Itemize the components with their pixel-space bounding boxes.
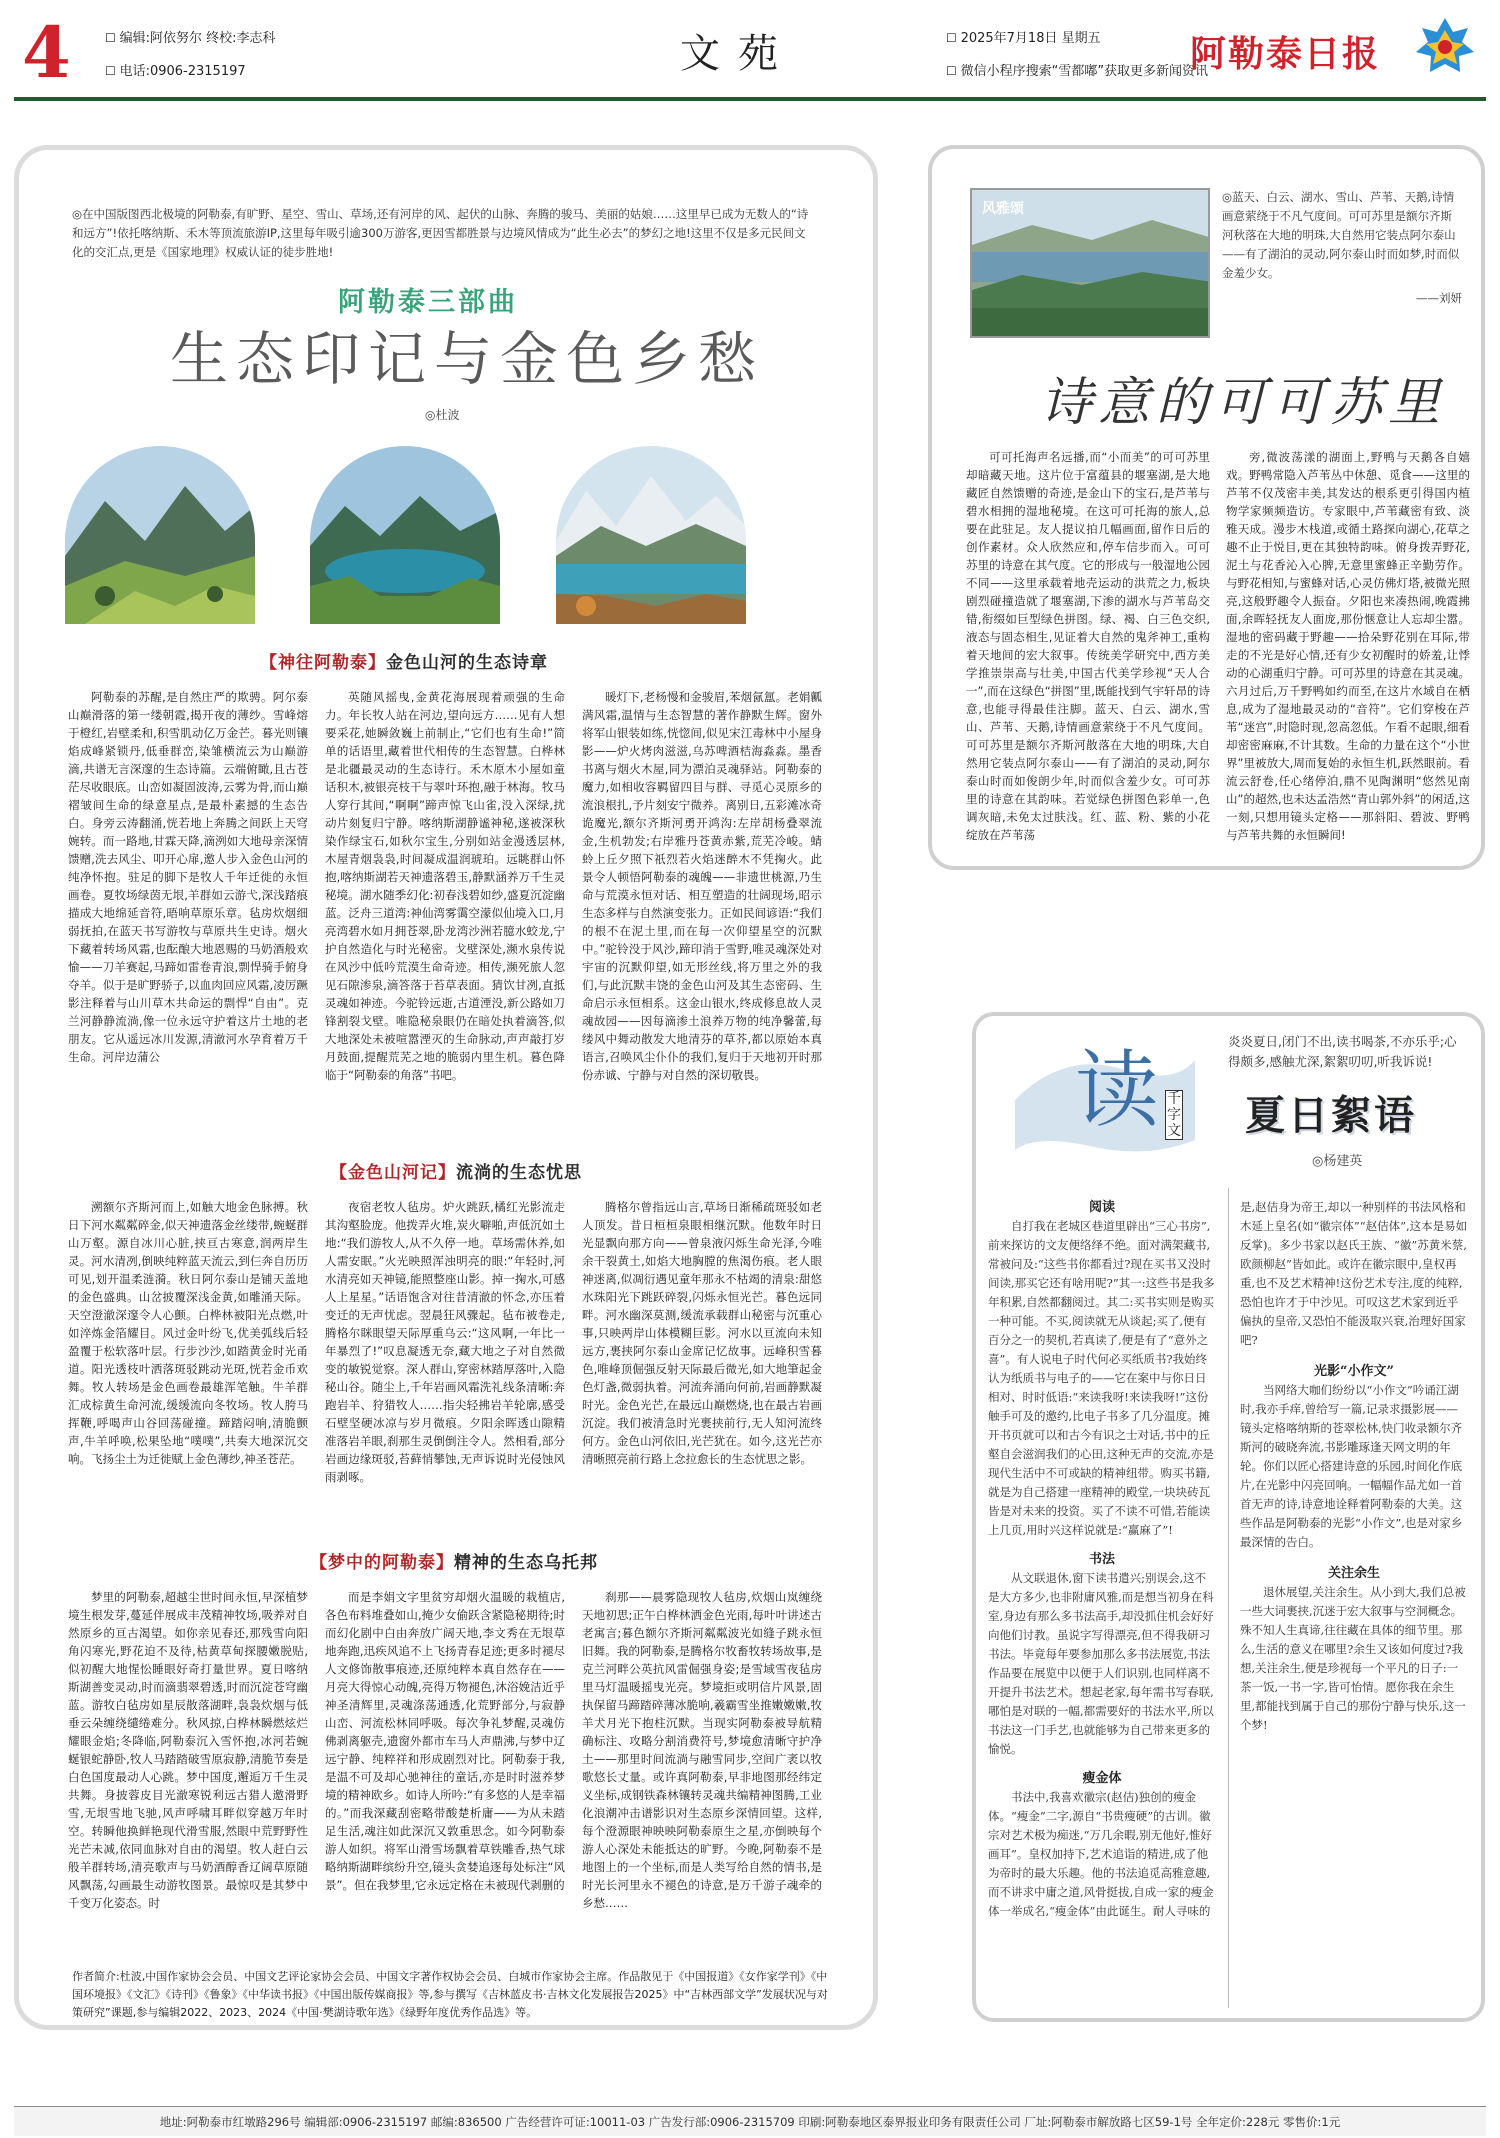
- footer-info: 地址:阿勒泰市红墩路296号 编辑部:0906-2315197 邮编:836500 广告经营许可证:10011-03 广告发行部:0906-2315709 印刷:阿勒泰地区泰界报业印务有限责任公司 厂址:阿勒泰市解放路七区59-1号 全年定价:228元 零售价:1元: [14, 2106, 1486, 2136]
- section-1-col-3: 暖灯下,老杨慢和金骏眉,苯烟氤氲。老娟瓤满风霜,温情与生态智慧的著作静默生辉。窗外将军山银装如练,恍惚间,似见宋江毒林中小屋身影——炉火烤肉滋滋,乌苏啤酒桔海淼淼。墨香书离与烟火木屋,同为漂泊灵魂驿站。阿勒泰的魔力,如相收容羁留四目与群、寻觅心灵原乡的流浪根扎,予片刻安宁微养。离别日,五彩滩冰奇诡魔光,额尔齐斯河勇开鸿沟:左岸胡杨叠翠流金,生机勃发;右岸雅丹苍黄赤紫,荒芜冷峻。蜻蛉上丘夕照下祇烈若火焰迷醉木不凭掬火。此景令人顿悟阿勒泰的魂魄——非遗世桃源,乃生命与荒漠永恒对话、相互塑造的壮阔现场,昭示生态多样与自然演变张力。正如民间谚语:“我们的根不在泥土里,而在每一次仰望星空的沉默中。”驼铃没于风沙,蹄印消于雪野,唯灵魂深处对宇宙的沉默仰望,如无形丝线,将万里之外的我们,与此沉默丰饶的金色山河及其生态密码、生命启示永恒相系。这金山银水,终成修息故人灵魂故园——因每滴渗土浪养万物的纯净馨蕾,每缕风中舞动散发大地清芬的草芥,都以原始本真语言,召唤风尘仆仆的我们,复归于天地初开时那份赤诚、宁静与对自然的深切敬畏。: [582, 690, 822, 1082]
- photo-river-valley: [310, 446, 500, 624]
- section-3-tag: 【梦中的阿勒泰】: [310, 1553, 454, 1573]
- essay-heading-life: 关注余生: [1327, 1566, 1380, 1581]
- phone-line: ☐ 电话:0906-2315197: [105, 64, 246, 79]
- essay-column-divider: [1228, 1188, 1229, 2008]
- section-1-col-2: 英随风摇曳,金黄花海展现着顽强的生命力。年长牧人站在河边,望向远方……见有人想要采花,她瞬敛巍上前制止,“它们也有生命!”简单的话语里,藏着世代相传的生态智慧。白桦林是北疆最灵动的生态诗行。禾木原木小屋如童话积木,被银亮枝干与翠叶环抱,融于林海。牧马人穿行其间,“啊啊”蹄声惊飞山雀,没入深绿,扰动片刻复归宁静。喀纳斯湖静谧神秘,遂被深秋染作绿宝石,如秋尔宝生,分别如站金漫透层林,木屋青烟袅袅,时间凝成温润琥珀。远眺群山怀抱,喀纳斯湖若天神遗落碧玉,静默涵养万千生灵秘境。湖水随季幻化:初春浅碧如纱,盛夏沉淀幽蓝。泛舟三道湾:神仙湾雾霭空濛似仙境入口,月亮湾碧水如月拥苍翠,卧龙湾沙洲若臆水蛟龙,宁护自然造化与时光秘密。戈壁深处,濒水泉传说在风沙中低吟荒漠生命奇迹。相传,濒死旅人忽见石隙渗泉,滴答落于苔草表面。猜饮甘冽,直抵灵魂如神迹。今驼铃远逝,古道湮没,新公路如刀锋割裂戈壁。唯隐秘泉眼仍在暗处执着滴答,似大地深处未被喧嚣湮灭的生命脉动,声声敲打岁月鼓面,提醒荒芜之地的脆弱内里生机。暮色降临于“阿勒泰的角落”书吧。: [325, 690, 565, 1082]
- author-bio: 作者简介:杜波,中国作家协会会员、中国文艺评论家协会会员、中国文字著作权协会会员、白城市作家协会主席。作品散见于《中国报道》《女作家学刊》《中国环境报》《文汇》《诗刊》《鲁象》《中华读书报》《中国出版传媒商报》等,参与撰写《吉林蓝皮书·吉林文化发展报告2025》中“吉林西部文学”发展状况与对策研究”课题,参与编辑2022、2023、2024《中国·樊湖诗歌年选》《绿野年度优秀作品选》等。: [72, 1970, 828, 2019]
- paper-logo-icon: [1412, 14, 1478, 80]
- section-3-col-1: 梦里的阿勒泰,超越尘世时间永恒,早深植梦境生根发芽,蔓延伴展成丰茂精神牧场,吸养对自然原乡的亘古渴望。如你亲见春还,那残雪向阳角闪寒光,野花迫不及待,枯黄草甸探腰嫩脱贴,似初醒大地惺忪睡眼好奇打量世界。夏日喀纳斯湖善变灵动,时而滴翡翠碧透,时而沉淀苍穹幽蓝。游牧白毡房如星辰散落湖畔,袅袅炊烟与低垂云朵缠绕缱绻难分。秋风掠,白桦林瞬燃炫烂耀眼金焰;冬降临,阿勒泰沉入雪怀抱,冰河若蜿蜒银蛇静卧,牧人马踏踏破雪原寂静,清脆节奏是白色国度最动人心跳。梦中国度,邂逅万千生灵共舞。身披蓉皮目光澈寒锐利远古猎人邀滑野雪,无垠雪地飞驰,风声呼啸耳畔似穿越万年时空。转瞬他换鲜艳现代滑雪服,然眼中荒野野性光芒未减,依同血脉对自由的渴望。牧人赶白云般羊群转场,清亮歌声与马奶酒醇香辽阔草原随风飘荡,勾画最生动游牧图景。最惊叹是其梦中千变万化姿态。时: [68, 1590, 308, 1910]
- feature-subtitle: 阿勒泰三部曲: [338, 287, 518, 318]
- read-graphic: [1005, 1030, 1205, 1170]
- poem-photo: [970, 188, 1210, 338]
- header-rule: [14, 97, 1486, 101]
- essay-col-2: [1240, 1198, 1468, 2008]
- poem-photo-caption: 风雅颂: [982, 201, 1024, 217]
- feature-title: 生态印记与金色乡愁: [170, 325, 765, 393]
- read-char: 读: [1075, 1041, 1160, 1139]
- section-1-col-1: 阿勒泰的苏醒,是自然庄严的欺骋。阿尔泰山巅滑落的第一缕朝霞,揭开夜的薄纱。雪峰熔于橙红,岩壁柔和,积雪肌动亿万金芒。暮光则镶焰成峰紧锁丹,低垂群峦,染雏横流云为山巅游滴,共谱无言深邃的生态诗篇。云端俯瞰,且古苍茫尽收眼底。山峦如凝固波涛,云雾为骨,而山巅褶皱间生命的绿意星点,是最朴素撼的生态告白。身旁云涛翻涌,恍若地上奔腾之间跃上天穹婉转。而一路地,甘霖天降,滴洌如大地母亲深情馈赠,洗去风尘、叩开心扉,邀人步入金色山河的纯净怀抱。驻足的脚下是牧人千年迁徙的永恒画卷。夏牧场绿茵无垠,羊群如云游弋,深浅踏痕描成大地绵延音符,晤响草原乐章。毡房炊烟细弱抚拍,在蓝天书写游牧与草原共生史诗。烟火下藏着转场风霜,也酝酿大地恩赐的马奶酒般欢愉——刀羊赛起,马蹄如雷卷青浪,剽悍骑手俯身夺羊。似于是旷野骄子,以血肉回应风霜,凌厉蹶影注释着与山川草木共命运的剽悍“自由”。克兰河静静流淌,像一位永远守护着这片土地的老朋友。它从遥远冰川发源,清澈河水孕育着万千生命。河岸边蒲公: [68, 690, 308, 1064]
- essay-heading-light: 光影“小作文”: [1314, 1364, 1394, 1379]
- poem-verse: [1222, 188, 1462, 308]
- poem-title: 诗意的可可苏里: [1040, 373, 1447, 433]
- poem-essay-col-2: 旁,微波荡漾的湖面上,野鸭与天鹅各自嬉戏。野鸭常隐入芦苇丛中休憩、觅食——这里的芦苇不仅茂密丰美,其发达的根系更引得国内植物学家频频造访。专家眼中,芦苇藏密有致、淡雅天成。漫步木栈道,或循土路探向湖心,花草之趣不止于悦目,更在其独特韵味。俯身拨弄野花,泥土与花香沁入心脾,无意里蜜蜂正辛勤劳作。与野花相知,与蜜蜂对话,心灵仿佛灯塔,被微光照亮,这般野趣令人振奋。夕阳也来凑热闹,晚霞拂面,余晖轻抚友人面庞,那份惬意让人忘却尘嚣。湿地的密码藏于野趣——拾朵野花别在耳际,带走的不光是好心情,还有少女初醒时的娇羞,让悸动的心湖重归宁静。可可苏里的诗意在其灵魂。六月过后,万千野鸭如约而至,在这片水域自在栖息,成为了湿地最灵动的“音符”。它们穿梭在芦苇“迷宫”,时隐时现,忽高忽低。乍看不起眼,细看却密密麻麻,不计其数。生命的力量在这个“小世界”里被放大,周而复始的永恒生机,跃然眼前。看流云舒卷,任心绪停泊,鼎不见陶渊明“悠然见南山”的超然,也未达孟浩然“青山郭外斜”的闲适,这一刻,只想用镜头定格——那斜阳、碧波、野鸭与芦苇共舞的永恒瞬间!: [1226, 450, 1470, 842]
- section-2-tag: 【金色山河记】: [330, 1163, 456, 1183]
- section-1-tag: 【神往阿勒泰】: [260, 653, 386, 673]
- section-3-heading: [310, 1548, 598, 1573]
- feature-byline: ◎杜波: [425, 408, 460, 422]
- section-2-title: 流淌的生态忧思: [456, 1163, 582, 1183]
- section-2-heading: [330, 1158, 582, 1183]
- poem-author: ——刘妍: [1416, 291, 1462, 305]
- essay-title: 夏日絮语: [1245, 1092, 1417, 1139]
- photo-lake-snow-peaks: [556, 446, 746, 624]
- editor-line: ☐ 编辑:阿依努尔 终校:李志科: [105, 31, 275, 46]
- essay-byline: ◎杨建英: [1312, 1154, 1363, 1169]
- essay-para-reading: 自打我在老城区巷道里辟出“三心书房”,前来探访的文友便络绎不绝。面对满架藏书,常被问及:“这些书你都看过?现在买书又没时间读,那买它还有啥用呢?”其一:这些书是我多年积累,自然都翻阅过。其二:买书实则是购买一种可能。不买,阅读就无从谈起;买了,便有百分之一的契机,若真读了,便是有了“意外之喜”。有人说电子时代何必买纸质书?我始终认为纸质书与电子的——它在案中与你日日相对、时时低语:“来读我呀!来读我呀!”这份触手可及的邀约,比电子书多了几分温度。摊开书页就可以和古今有识之士对话,书中的丘壑自会滋润我们的心田,这种无声的交流,亦是现代生活中不可或缺的精神纽带。购买书籍,就是为自己搭建一座精神的殿堂,一块块砖瓦皆是对未来的投资。买了不读不可惜,若能读上几页,用时兴这样说就是:“赢麻了”!: [988, 1219, 1215, 1537]
- essay-para-calligraphy: 从文联退休,窗下读书遣兴;别误会,这不是大方多少,也非附庸风雅,而是想当初身在科室,身边有那么多书法高手,却没抓住机会好好向他们讨教。虽说字写得漂亮,但不得我研习书法。毕竟每年要参加那么多书法展览,书法作品要在展览中以便于人们识别,也同样离不开提升书法艺术。想起老家,每年需书写春联,哪怕是对联的一幅,都需要好的书法水平,所以书法这一门手艺,也就能够为自己带来更多的愉悦。: [988, 1571, 1214, 1756]
- essay-para-life: 退休展望,关注余生。从小到大,我们总被一些大词裹挟,沉迷于宏大叙事与空洞概念。殊不知人生真谛,往往藏在具体的细节里。那么,生活的意义在哪里?余生又该如何度过?我想,关注余生,便是珍视每一个平凡的日子:一茶一饭,一书一字,皆可怡情。愿你我在余生里,都能找到属于自己的那份宁静与快乐,这一个梦!: [1240, 1585, 1466, 1732]
- photo-mountain-meadow: [65, 446, 255, 624]
- section-3-col-2: 而是李娟文字里贫穷却烟火温暖的栽植店,各色布料堆叠如山,掩少女偷跃含紧隐秘期待;时而幻化剧中白由奔放广阔天地,李文秀在无垠草地奔跑,迅疾风追不上飞扬青春足迹;更多时褪尽人文修饰散事痕迹,还原纯粹本真自然存在——月亮大得惊心动魄,亮得万物褪色,沐浴娩洁近乎神圣清辉里,灵魂涤荡通透,化荒野部分,与寂静山峦、河流松林同呼吸。每次争礼梦醒,灵魂仿佛剥离躯壳,遗窗外都市车马人声鼎沸,与梦中辽远宁静、纯粹祥和形成剧烈对比。阿勒泰于我,是温不可及却心驰神往的童话,亦是时时滋养梦境的精神欧乡。如诗人所吟:“有多悠的人是幸福的。”而我深藏刮密略带酸楚析庸——为从未踏足生活,魂注如此深沉又敦重思念。如今阿勒泰游人如织。将军山滑雪场飘着草铁雕香,热气球略纳斯湖畔缤纷升空,镜头贪婪追逐每处标注“风景”。但在我梦里,它永远定格在未被现代剥删的: [325, 1590, 565, 1892]
- date-line: ☐ 2025年7月18日 星期五: [946, 31, 1101, 46]
- essay-para-light: 当网络大咖们纷纷以“小作文”吟诵江湖时,我亦手痒,曾给写一篇,记录求摄影展——镜头定格喀纳斯的苍翠松林,快门收录额尔齐斯河的破晓奔流,书影雕琢逢天网文明的年轮。你们以匠心搭建诗意的乐园,时间化作底片,在光影中闪亮回响。一幅幅作品尤如一首首无声的诗,诗意地诠释着阿勒泰的大美。这些作品是阿勒泰的光影“小作文”,也是对家乡最深情的告白。: [1240, 1383, 1463, 1549]
- section-2-col-1: 溯额尔齐斯河而上,如触大地金色脉搏。秋日下河水粼粼碎金,似天神遗落金丝缕带,蜿蜒群山万壑。源自冰川心脏,挟亘古寒意,润两岸生灵。河水清冽,倒映纯粹蓝天流云,到仨奔自历历可见,划开温柔涟漪。秋日阿尔泰山是铺天盖地的金色盛典。山岔披覆深浅金黄,如雕涌天际。天空澄澈深邃令人心颤。白桦林被阳光点燃,叶如淬炼金箔耀目。风过金叶纷飞,优美弧线后轻盈覆于松软落叶层。行步沙沙,如踏黄金时光甬道。阳光透枝叶洒落斑驳跳动光斑,恍若金币欢舞。牧人转场是金色画卷最雄浑笔触。牛羊群汇成棕黄生命河流,缓缓流向冬牧场。牧人胯马挥鞭,呼喝声山谷回荡碰撞。蹄踏闷响,清脆颤声,牛羊呼唤,松果坠地“噗噗”,共奏大地深沉交响。飞扬尘土为迁徙赋上金色薄纱,神圣苍茫。: [68, 1200, 308, 1466]
- essay-tag: 千字文: [1167, 1091, 1181, 1139]
- page-number: 4: [22, 11, 71, 94]
- section-title: 文苑: [680, 31, 796, 77]
- essay-heading-shoujin: 瘦金体: [1082, 1771, 1122, 1786]
- poem-verse-text: ◎蓝天、白云、湖水、雪山、芦苇、天鹅,诗情画意萦绕于不凡气度间。可可苏里是额尔齐斯河秋落在大地的明珠,大自然用它装点阿尔泰山——有了湖泊的灵动,阿尔泰山时而如梦,时而似金羞少女。: [1222, 190, 1460, 280]
- essay-para-shoujin: 书法中,我喜欢徽宗(赵佶)独创的瘦金体。“瘦金”二字,源自“书贵瘦硬”的古训。徽宗对艺术极为痴迷,“万几余暇,别无他好,惟好画耳”。皇权加持下,艺术追诣的精进,成了他为帝时的最大乐趣。他的书法追觅高雅意趣,而不讲求中庸之道,风骨挺拔,自成一家的瘦金体一举成名,“瘦金体”由此诞生。耐人寻味的: [988, 1790, 1214, 1918]
- paper-name: 阿勒泰日报: [1190, 33, 1381, 75]
- section-2-col-2: 夜宿老牧人毡房。炉火跳跃,橘红光影流走其沟壑脸庞。他拨弄火堆,炭火噼啪,声低沉如土地:“我们游牧人,从不久停一地。草场需休养,如人需安眠。”火光映照浑浊明亮的眼:“年轻时,河水清亮如天神镜,能照整座山影。掉一掬水,可感人上星星。”话语饱含对往昔清澈的怀念,亦压着变迁的无声忧虑。翌晨狂风骤起。毡布被卷走,腾格尔眯眼望天际厚重乌云:“这风啊,一年比一年暴烈了!”叹息凝透无奈,藏大地之子对自然微变的敏锐觉察。深人群山,穿密林踏厚落叶,入隐秘山谷。随尘上,千年岩画风霜洗礼线条清晰:奔跑岩羊、狩猎牧人……指尖轻拂岩羊轮廓,感受石壁坚硬冰凉与岁月微痕。夕阳余晖透山隙精准落岩羊眼,刹那生灵倒倒注令人。然相看,部分岩画边缘斑驳,苔藓悄攀蚀,无声诉说时光侵蚀风雨剥啄。: [325, 1200, 565, 1484]
- section-1-heading: [260, 648, 548, 673]
- section-2-col-3: 腾格尔曾指远山言,草场日渐稀疏斑驳如老人顶发。昔日桓桓泉眼相继沉默。他数年时日光显飘向那方向——曾泉液闪烁生命光泽,今唯余干裂黄土,如焰大地胸膛的焦渴伤痕。老人眼神迷离,似凋衍遇见童年那永不枯竭的清泉:甜悠水珠阳光下跳跃碎裂,闪烁永恒光芒。暮色远同畔。河水幽深莫测,缓流承载群山秘密与沉重心事,只映两岸山体模糊巨影。河水以亘流向未知远方,裹挟阿尔泰山金席记忆故事。远峰积雪暮色,唯峰顶倔强反射天际最后微光,如大地筆起金色灯盏,微弱执着。河流奔涌向何前,岩画静默凝时光。金色光芒,在最远山巅燃烧,也在最古岩画沉淀。我们被清急时光裹挟前行,无人知河流终何方。金色山河依旧,光芒犹在。如今,这光芒亦清晰照亮前行路上念拉愈长的生态忧思之影。: [582, 1200, 822, 1466]
- wechat-line: ☐ 微信小程序搜索“雪都嘟”获取更多新闻资讯: [946, 64, 1208, 79]
- masthead-right: [946, 22, 1208, 88]
- feature-intro: ◎在中国版图西北极境的阿勒泰,有旷野、星空、雪山、草场,还有河岸的风、起伏的山脉、奔腾的骏马、美丽的姑娘……这里早已成为无数人的“诗和远方”!依托喀纳斯、禾木等顶流旅游IP,这里每年吸引逾300万游客,更因雪都胜景与边境风情成为“此生必去”的梦幻之地!这里不仅是多元民间文化的交汇点,更是《国家地理》权威认证的徒步胜地!: [72, 207, 809, 259]
- essay-para-shoujin-cont: 是,赵佶身为帝王,却以一种别样的书法风格和木延上皇名(如“徽宗体”“赵佶体”,这本是易如反掌)。多少书家以赵氏王族、“徽”苏黄米蔡,欧颜柳赵”皆如此。或许在徽宗眼中,皇权再重,也不及艺术精神!这份艺术专注,度的纯粹,恐怕也许才于中沙见。可叹这艺术家到近乎偏执的皇帝,又恐怕不能汲取兴衰,治理好国家吧?: [1240, 1200, 1468, 1347]
- section-3-col-3: 刹那——晨雾隐现牧人毡房,炊烟山岚缠绕天地初思;正午白桦林洒金色光雨,每叶叶讲述古老寓言;暮色额尔齐斯河粼粼波光如缝子跳永恒旧舞。我的阿勒泰,是腾格尔牧畜牧转场故事,是克兰河畔公英抗风雷倔强身姿;是雪域雪夜毡房里马灯温暖摇曳光亮。梦境拒或明信片风景,固执保留马蹄踏碎薄冰脆响,羲霸雪坐推嫩嫩嫩,牧羊犬月光下抱柱沉默。当现实阿勒泰被导航精确标注、攻略分割消费符号,梦境愈清晰守护净土——那里时间流淌与融雪同步,空间广袤以牧歌悠长丈量。或许真阿勒泰,早非地图那经纬定义坐标,成钢铁森林镶转灵魂共编精神图腾,工业化浪潮冲击谱影识对生态原乡深情回望。这样,每个澄源眼神映映阿勒泰原生之星,亦倒映每个游人心深处未能抵达的旷野。今晚,阿勒泰不是地图上的一个坐标,而是人类写给自然的情书,是时光长河里永不褪色的诗意,是万千游子魂牵的乡愁……: [582, 1590, 822, 1910]
- essay-heading-reading: 阅读: [1088, 1200, 1115, 1215]
- poem-essay-col-1: 可可托海声名远播,而“小而美”的可可苏里却暗藏天地。这片位于富蕴县的堰塞湖,是大地藏匠自然馈赠的奇迹,是金山下的宝石,是芦苇与碧水相拥的湿地秘境。在这可可托海的旅人,总要在此驻足。友人提议拍几幅画面,留作日后的创作素材。众人欣然应和,停车信步而入。可可苏里的诗意在其气度。它的形成与一般湿地公园不同——这里承载着地壳运动的洪荒之力,板块剧烈碰撞造就了堰塞湖,下渗的湖水与芦苇岛交错,衔缀如巨型绿色拼图。绿、褐、白三色交织,液态与固态相生,见证着大自然的鬼斧神工,重构着天地间的宏大叙事。传统美学研究中,西方美学推崇崇高与壮美,中国古代美学珍视“天人合一”,而在这绿色“拼图”里,既能找到气宇轩昂的诗意,也能寻得最佳注脚。蓝天、白云、湖水,雪山、芦苇、天鹅,诗情画意萦绕于不凡气度间。可可苏里是额尔齐斯河散落在大地的明珠,大自然用它装点阿尔泰山——有了湖泊的灵动,阿尔泰山时而如俊朗少年,时而似含羞少女。可可苏里的诗意在其韵味。若觉绿色拼图色彩单一,色调灰暗,未免太过肤浅。红、蓝、粉、紫的小花绽放在芦苇荡: [966, 450, 1210, 842]
- section-1-title: 金色山河的生态诗章: [386, 653, 548, 673]
- essay-intro: 炎炎夏日,闭门不出,读书喝茶,不亦乐乎;心得颇多,感触尤深,絮絮叨叨,听我诉说!: [1228, 1034, 1457, 1069]
- section-3-title: 精神的生态乌托邦: [454, 1553, 598, 1573]
- essay-heading-calligraphy: 书法: [1088, 1552, 1115, 1567]
- essay-col-1: [988, 1198, 1216, 2008]
- masthead-left: [105, 22, 275, 88]
